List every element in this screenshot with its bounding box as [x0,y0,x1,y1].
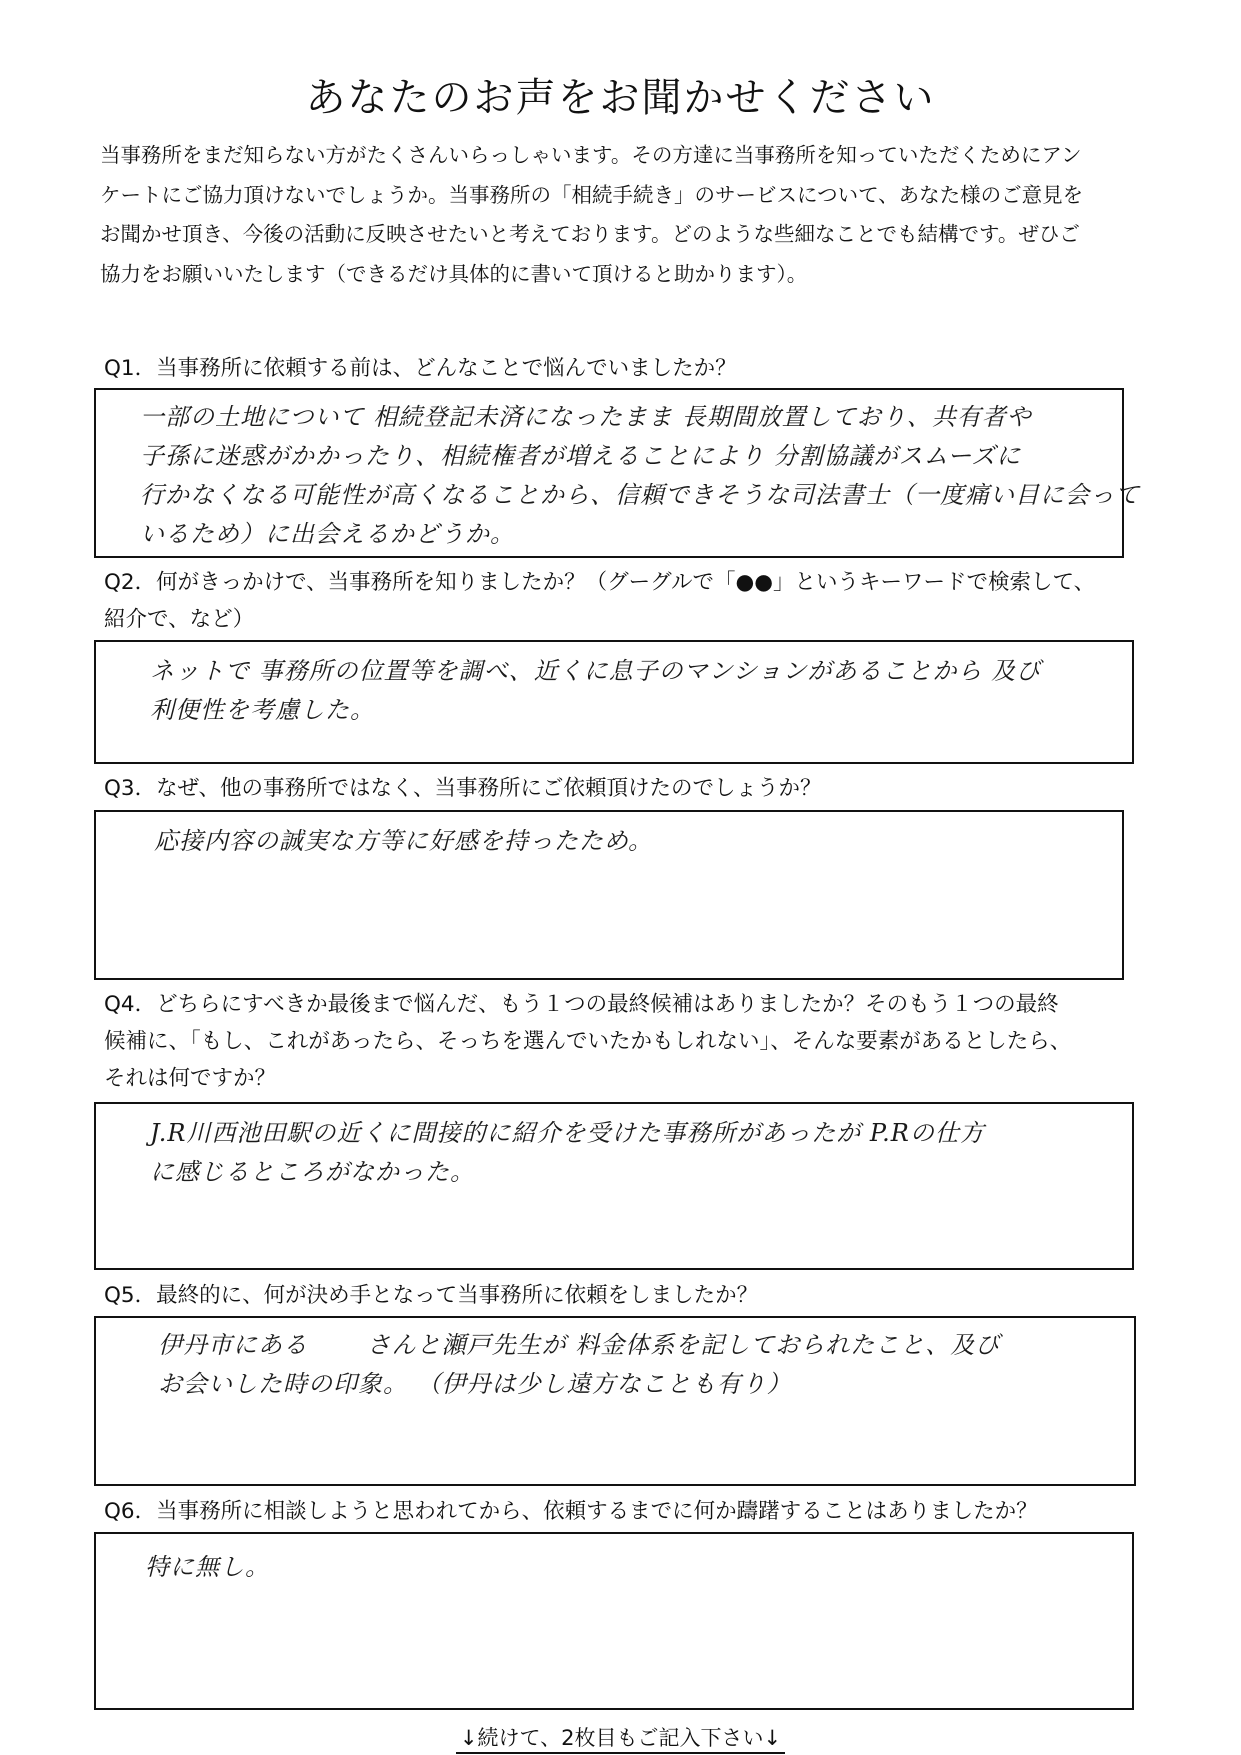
question-2 [104,564,1095,638]
answer-2-line: ネットで 事務所の位置等を調べ、近くに息子のマンションがあることから 及び [150,657,1042,685]
question-4-line: 候補に、「もし、これがあったら、そっちを選んでいたかもしれない」、そんな要素があるとしたら、 [104,1029,1072,1054]
answer-1-line: 行かなくなる可能性が高くなることから、信頼できそうな司法書士（一度痛い目に会って [140,481,1140,509]
answer-5 [158,1326,1000,1404]
question-3-line: Q3．なぜ、他の事務所ではなく、当事務所にご依頼頂けたのでしょうか？ [104,776,822,801]
answer-3-line: 応接内容の誠実な方等に好感を持ったため。 [154,827,654,855]
answer-1-line: 子孫に迷惑がかかったり、相続権者が増えることにより 分割協議がスムーズに [140,442,1022,470]
question-3 [104,770,822,807]
intro-line: お聞かせ頂き、今後の活動に反映させたいと考えております。どのような些細なことでも結構です。ぜひご [100,222,1080,246]
question-6-line: Q6．当事務所に相談しようと思われてから、依頼するまでに何か躊躇することはありましたか？ [104,1499,1038,1524]
question-6 [104,1493,1038,1530]
answer-4-line: J.R川西池田駅の近くに間接的に紹介を受けた事務所があったが P.Rの仕方 [150,1119,985,1147]
continue-note [0,1722,1241,1752]
question-2-line: Q2．何がきっかけで、当事務所を知りましたか？（グーグルで「●●」というキーワードで検索して、 [104,570,1096,595]
answer-1-line: いるため）に出会えるかどうか。 [140,520,515,548]
answer-3 [154,822,653,861]
answer-6-line: 特に無し。 [145,1553,270,1581]
intro-text [100,136,1160,294]
answer-2 [150,652,1041,730]
answer-1 [140,398,1140,554]
answer-4 [150,1114,985,1192]
page-title: あなたのお声をお聞かせください [305,75,936,121]
question-4-line: Q4．どちらにすべきか最後まで悩んだ、もう１つの最終候補はありましたか？そのもう１つの最終 [104,992,1059,1017]
question-5-line: Q5．最終的に、何が決め手となって当事務所に依頼をしましたか？ [104,1283,759,1308]
question-4 [104,986,1071,1097]
answer-4-line: に感じるところがなかった。 [150,1158,475,1186]
question-2-line: 紹介で、など） [104,607,255,632]
answer-5-line: 伊丹市にある さんと瀬戸先生が 料金体系を記しておられたこと、及び [158,1331,1001,1359]
question-1 [104,350,737,387]
question-1-line: Q1．当事務所に依頼する前は、どんなことで悩んでいましたか？ [104,356,737,381]
intro-line: 当事務所をまだ知らない方がたくさんいらっしゃいます。その方達に当事務所を知っていただくためにアン [100,143,1082,167]
question-5 [104,1277,758,1314]
answer-6 [145,1548,270,1587]
answer-1-line: 一部の土地について 相続登記未済になったまま 長期間放置しており、共有者や [140,403,1032,431]
continue-note-text: ↓続けて、2枚目もご記入下さい↓ [456,1726,785,1754]
intro-line: 協力をお願いいたします（できるだけ具体的に書いて頂けると助かります）。 [100,261,808,286]
intro-line: ケートにご協力頂けないでしょうか。当事務所の「相続手続き」のサービスについて、あなた様のご意見を [100,182,1084,207]
answer-2-line: 利便性を考慮した。 [150,696,375,724]
answer-5-line: お会いした時の印象。 （伊丹は少し遠方なことも有り） [158,1370,792,1398]
question-4-line: それは何ですか？ [104,1066,277,1091]
